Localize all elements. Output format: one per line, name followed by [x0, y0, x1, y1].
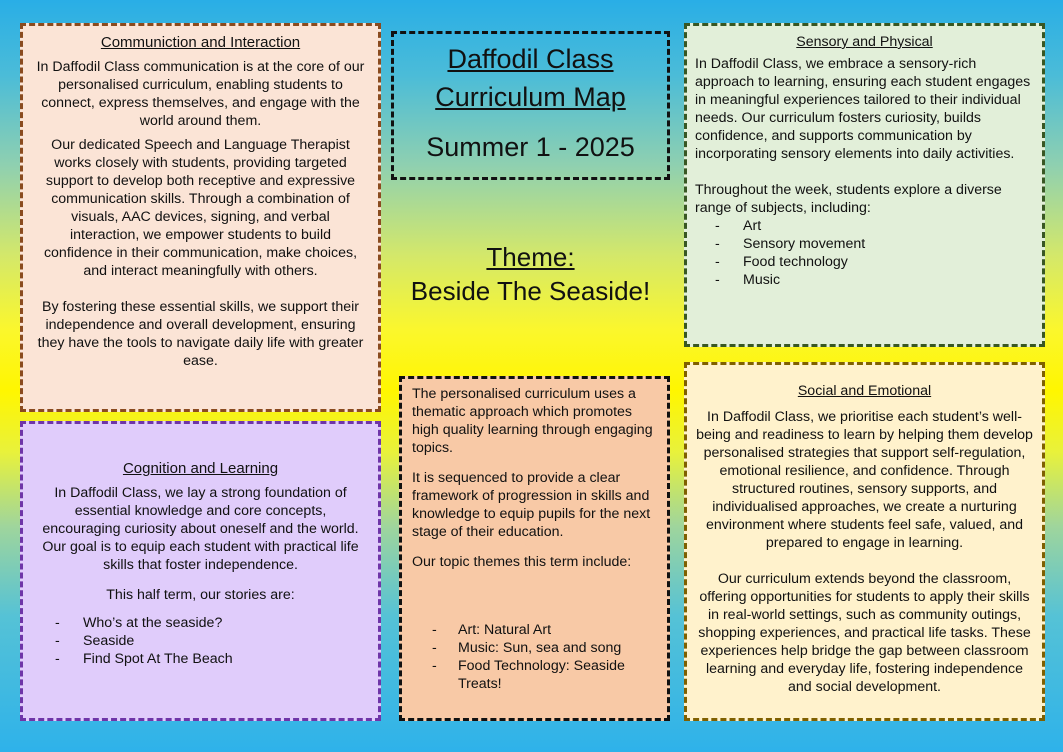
cognition-title: Cognition and Learning: [122, 460, 279, 477]
list-item: - Food technology: [695, 253, 1034, 271]
topic-themes-heading: Our topic themes this term include:: [412, 554, 632, 570]
personalised-intro: The personalised curriculum uses a thematic approach which promotes high quality learning through engaging topics.: [412, 386, 653, 456]
sensory-title: Sensory and Physical: [796, 34, 933, 50]
list-item: - Music: Sun, sea and song: [412, 639, 657, 657]
cognition-panel: [20, 421, 381, 721]
theme-block: [391, 240, 670, 310]
social-intro: In Daffodil Class, we prioritise each student’s well-being and readiness to learn by helping them develop personalised strategies that support self-regulation, emotional resilience, and confidence. Through structured routines, sensory supports, and individualised approaches, we create a nurturing environment where students feel safe, valued, and prepared to engage in learning.: [696, 409, 1033, 551]
communication-therapist-text: Our dedicated Speech and Language Therapist works closely with students, providing targeted support to develop both receptive and expressive communication skills. Through a combination of visuals, AAC devices, signing, and verbal interaction, we empower students to build confidence in their communication, make choices, and interact meaningfully with others.: [43, 137, 358, 279]
social-panel: [684, 362, 1045, 721]
cognition-intro: In Daffodil Class, we lay a strong foundation of essential knowledge and core concepts, encouraging curiosity about oneself and the world. Our goal is to equip each student with practical life skills that foster independence.: [42, 485, 359, 573]
personalised-sequence-text: It is sequenced to provide a clear framework of progression in skills and knowledge to equip pupils for the next stage of their education.: [412, 470, 651, 540]
list-item: - Art: Natural Art: [412, 621, 657, 639]
list-item: - Music: [695, 271, 1034, 289]
cognition-stories-heading: This half term, our stories are:: [106, 587, 295, 603]
list-item: - Art: [695, 217, 1034, 235]
subjects-list: [695, 217, 1034, 289]
list-item: - Who’s at the seaside?: [35, 614, 366, 632]
personalised-curriculum-panel: [399, 376, 670, 721]
list-item: - Food Technology: Seaside Treats!: [412, 657, 657, 693]
theme-value: Beside The Seaside!: [410, 276, 651, 306]
theme-label: Theme:: [486, 242, 575, 272]
communication-panel: [20, 23, 381, 412]
social-beyond-classroom-text: Our curriculum extends beyond the classroom, offering opportunities for students to apply their skills in real-world settings, such as community outings, shopping experiences, and practical life tasks. These experiences help bridge the gap between classroom learning and everyday life, fostering independence and social development.: [698, 571, 1031, 695]
list-item: - Seaside: [35, 632, 366, 650]
communication-independence-text: By fostering these essential skills, we support their independence and overall development, ensuring they have the tools to navigate daily life with greater ease.: [37, 299, 364, 369]
class-name-title: Daffodil Class: [447, 44, 614, 74]
social-title: Social and Emotional: [797, 383, 932, 399]
communication-title: Communiction and Interaction: [100, 34, 301, 51]
stories-list: [35, 614, 366, 668]
communication-intro: In Daffodil Class communication is at the core of our personalised curriculum, enabling students to connect, express themselves, and engage with the world around them.: [36, 59, 365, 129]
list-item: - Sensory movement: [695, 235, 1034, 253]
curriculum-title-box: [391, 31, 670, 180]
topic-themes-list: [412, 621, 657, 693]
curriculum-map-title: Curriculum Map: [435, 82, 626, 112]
sensory-intro: In Daffodil Class, we embrace a sensory-rich approach to learning, ensuring each student engages in meaningful experiences tailored to their individual needs. Our curriculum fosters curiosity, builds confidence, and supports communication by incorporating sensory elements into daily activities.: [695, 56, 1031, 162]
list-item: - Find Spot At The Beach: [35, 650, 366, 668]
sensory-panel: [684, 23, 1045, 347]
term-title: Summer 1 - 2025: [426, 132, 635, 162]
sensory-subjects-heading: Throughout the week, students explore a diverse range of subjects, including:: [695, 182, 1002, 216]
